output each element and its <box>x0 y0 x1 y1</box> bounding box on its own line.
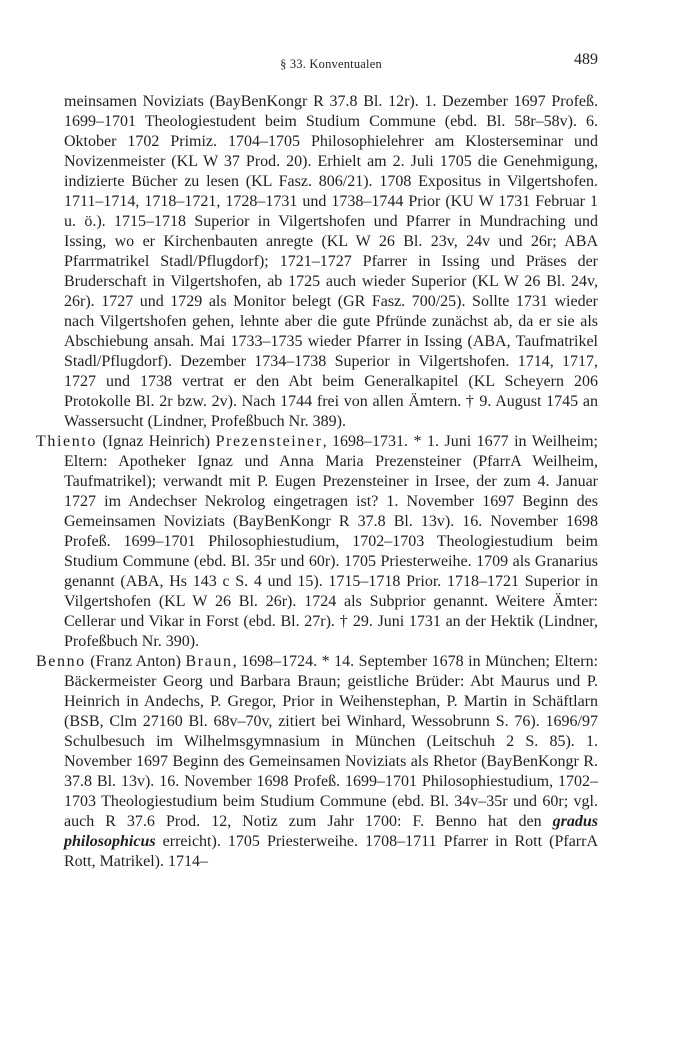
entry-text: , 1698–1731. * 1. Juni 1677 in Weilheim; Eltern: Apotheker Ignaz und Anna Maria Prezensteiner (PfarrA Weilheim, Taufmatrikel); verwandt mit P. Eugen Prezensteiner in Irsee, der zum 4. Januar 1727 im Andechser Nekrolog eingetragen ist? 1. November 1697 Beginn des Gemeinsamen Noviziats (BayBenKongr R 37.8 Bl. 13v). 16. November 1698 Profeß. 1699–1701 Philosophiestudium, 1702–1703 Theologiestudium beim Studium Commune (ebd. Bl. 35r und 60r). 1705 Priesterweihe. 1709 als Granarius genannt (ABA, Hs 143 c S. 4 und 15). 1715–1718 Prior. 1718–1721 Superior in Vilgertshofen (KL W 26 Bl. 26r). 1724 als Subprior genannt. Weitere Ämter: Cellerar und Vikar in Forst (ebd. Bl. 27r). † 29. Juni 1731 an der Hektik (Lindner, Profeßbuch Nr. 390). <box>64 433 598 650</box>
entry-continuation <box>36 92 598 432</box>
entry-surname: Braun <box>185 653 233 670</box>
page-body <box>36 92 598 872</box>
entry-text-end: erreicht). 1705 Priesterweihe. 1708–1711 Pfarrer in Rott (PfarrA Rott, Matrikel). 1714– <box>64 833 598 870</box>
entry-benno <box>36 652 598 872</box>
entry-surname: Prezensteiner <box>215 433 323 450</box>
entry-text: , 1698–1724. * 14. September 1678 in München; Eltern: Bäckermeister Georg und Barbara Braun; geistliche Brüder: Abt Maurus und P. Heinrich in Andechs, P. Gregor, Prior in Weihenstephan, P. Martin in Schäftlarn (BSB, Clm 27160 Bl. 68v–70v, zitiert bei Winhard, Wessobrunn S. 76). 1696/97 Schulbesuch im Wilhelmsgymnasium in München (Leitschuh 2 S. 85). 1. November 1697 Beginn des Gemeinsamen Noviziats als Rhetor (BayBenKongr R. 37.8 Bl. 13v). 16. November 1698 Profeß. 1699–1701 Philosophiestudium, 1702–1703 Theologiestudium beim Studium Commune (ebd. Bl. 34v–35r und 60r; vgl. auch R 37.6 Prod. 12, Notiz zum Jahr 1700: F. Benno hat den <box>64 653 599 830</box>
entry-text: meinsamen Noviziats (BayBenKongr R 37.8 Bl. 12r). 1. Dezember 1697 Profeß. 1699–1701 Theologiestudent beim Studium Commune (ebd. Bl. 58r–58v). 6. Oktober 1702 Primiz. 1704–1705 Philosophielehrer am Klosterseminar und Novizenmeister (KL W 37 Prod. 20). Erhielt am 2. Juli 1705 die Genehmigung, indizierte Bücher zu lesen (KL Fasz. 806/21). 1708 Expositus in Vilgertshofen. 1711–1714, 1718–1721, 1728–1731 und 1738–1744 Prior (KU W 1731 Februar 1 u. ö.). 1715–1718 Superior in Vilgertshofen und Pfarrer in Mundraching und Issing, wo er Kirchenbauten anregte (KL W 26 Bl. 23v, 24v und 26r; ABA Pfarrmatrikel Stadl/Pflugdorf); 1721–1727 Pfarrer in Issing und Präses der Bruderschaft in Vilgertshofen, ab 1725 auch wieder Superior (KL W 26 Bl. 24v, 26r). 1727 und 1729 als Monitor belegt (GR Fasz. 700/25). Sollte 1731 wieder nach Vilgertshofen gehen, lehnte aber die gute Pfründe zunächst ab, da er sie als Abschiebung ansah. Mai 1733–1735 wieder Pfarrer in Issing (ABA, Taufmatrikel Stadl/Pflugdorf). Dezember 1734–1738 Superior in Vilgertshofen. 1714, 1717, 1727 und 1738 vertrat er den Abt beim Generalkapitel (KL Scheyern 206 Protokolle Bl. 2r bzw. 2v). Nach 1744 frei von allen Ämtern. † 9. August 1745 an Wassersucht (Lindner, Profeßbuch Nr. 389). <box>64 93 598 430</box>
entry-emphasis: gradus philosophicus <box>64 813 598 850</box>
running-head: § 33. Konventualen <box>280 57 382 71</box>
page-header <box>64 51 598 75</box>
entry-baptismal-name: (Franz Anton) <box>85 653 186 670</box>
entry-baptismal-name: (Ignaz Heinrich) <box>96 433 216 450</box>
entry-religious-name: Benno <box>36 653 86 670</box>
page-number: 489 <box>574 51 598 68</box>
entry-thiento <box>36 432 598 652</box>
entry-religious-name: Thiento <box>36 433 97 450</box>
